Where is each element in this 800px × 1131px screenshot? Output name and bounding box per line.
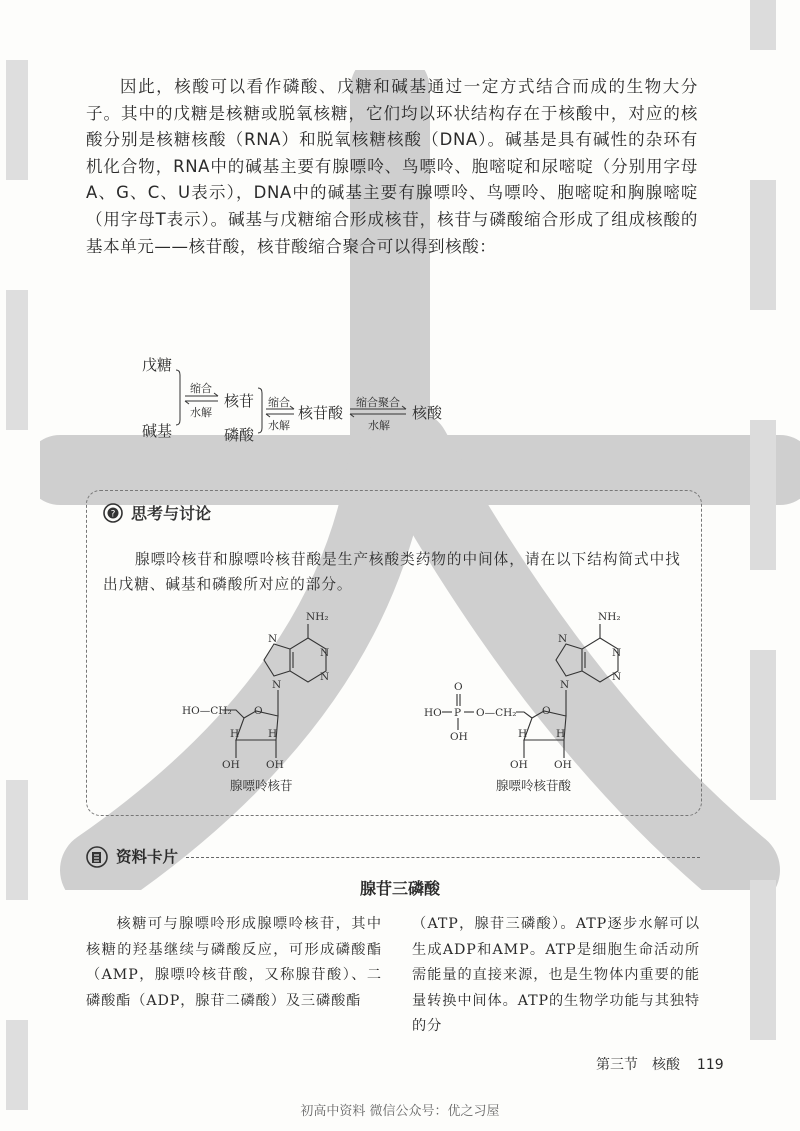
- mol1-n-3: N: [320, 671, 330, 683]
- mol2-o-ch2: O—CH₂: [476, 707, 517, 719]
- scheme-hydrolysis2-label: 水解: [268, 419, 290, 432]
- mol2-oh-2: OH: [554, 759, 572, 771]
- scheme-hydrolysis-label: 水解: [190, 406, 212, 419]
- molecule2-name: 腺嘌呤核苷酸: [496, 778, 572, 793]
- scheme-pentose: 戊糖: [142, 356, 173, 374]
- molecule1-name: 腺嘌呤核苷: [230, 778, 293, 793]
- info-card-left-text: 核糖可与腺嘌呤形成腺嘌呤核苷，其中核糖的羟基继续与磷酸反应，可形成磷酸酯（AMP，腺嘌呤核苷酸，又称腺苷酸）、二磷酸酯（ADP，腺苷二磷酸）及三磷酸酯: [86, 916, 382, 1009]
- mol2-n-7: N: [558, 633, 568, 645]
- mol1-h-2: H: [268, 728, 278, 740]
- reaction-scheme: [130, 350, 470, 450]
- question-bubble-icon: [103, 503, 123, 523]
- mol1-h-1: H: [230, 728, 240, 740]
- scheme-hydrolysis3-label: 水解: [368, 419, 390, 432]
- scheme-condense-polymerize-label: 缩合聚合: [356, 396, 400, 409]
- mol1-oh-2: OH: [266, 759, 284, 771]
- scheme-phosphate: 磷酸: [224, 426, 255, 444]
- mol2-h-2: H: [556, 728, 566, 740]
- info-card-header: [86, 842, 700, 872]
- mol1-oh-1: OH: [222, 759, 240, 771]
- mol2-ho: HO: [424, 707, 442, 719]
- think-discuss-title: 思考与讨论: [131, 504, 212, 523]
- mol2-oh-1: OH: [510, 759, 528, 771]
- scheme-nucleic-acid: 核酸: [412, 404, 443, 422]
- mol1-n-9: N: [272, 679, 282, 691]
- think-discuss-header: [103, 501, 211, 524]
- scheme-nucleotide: 核苷酸: [298, 404, 344, 422]
- adenosine-structure: [176, 608, 356, 773]
- footer-section: 第三节 核酸: [596, 1057, 680, 1073]
- scheme-arrows: [130, 350, 470, 450]
- mol1-n-7: N: [268, 633, 278, 645]
- scheme-condense2-label: 缩合: [268, 396, 290, 409]
- scheme-condense-label: 缩合: [190, 382, 212, 395]
- mol2-n-1: N: [612, 647, 622, 659]
- mol1-n-1: N: [320, 647, 330, 659]
- mol1-ho-ch2: HO—CH₂: [182, 705, 232, 717]
- scheme-nucleoside: 核苷: [224, 392, 255, 410]
- mol2-n-9: N: [560, 679, 570, 691]
- info-card-title: 资料卡片: [116, 848, 179, 866]
- think-discuss-text: [103, 547, 685, 597]
- amp-structure: [420, 608, 640, 773]
- mol2-n-3: N: [612, 671, 622, 683]
- scheme-base: 碱基: [142, 422, 173, 440]
- page-number: 119: [696, 1057, 724, 1073]
- document-card-icon: [86, 846, 108, 868]
- mol2-ring-o: O: [542, 705, 551, 717]
- edge-watermark: [0, 0, 40, 1131]
- mol2-nh2: NH₂: [598, 611, 621, 623]
- mol2-h-1: H: [518, 728, 528, 740]
- svg-text:?: ?: [110, 509, 116, 519]
- page-footer: [596, 1054, 724, 1074]
- bottom-watermark-note: 初高中资料 微信公众号：优之习屋: [300, 1104, 500, 1119]
- intro-paragraph-text: 因此，核酸可以看作磷酸、戊糖和碱基通过一定方式结合而成的生物大分子。其中的戊糖是核糖或脱氧核糖，它们均以环状结构存在于核酸中，对应的核酸分别是核糖核酸（RNA）和脱氧核糖核酸（DNA）。碱基是具有碱性的杂环有机化合物，RNA中的碱基主要有腺嘌呤、鸟嘌呤、胞嘧啶和尿嘧啶（分别用字母A、G、C、U表示），DNA中的碱基主要有腺嘌呤、鸟嘌呤、胞嘧啶和胸腺嘧啶（用字母T表示）。碱基与戊糖缩合形成核苷，核苷与磷酸缩合形成了组成核酸的基本单元——核苷酸，核苷酸缩合聚合可以得到核酸：: [86, 77, 698, 256]
- mol2-p-o-top: O: [454, 681, 463, 693]
- info-card-subtitle: 腺苷三磷酸: [359, 879, 440, 898]
- mol2-p-oh: OH: [450, 731, 468, 743]
- mol1-nh2: NH₂: [306, 611, 329, 623]
- info-card-divider: [186, 857, 700, 858]
- mol1-ring-o: O: [254, 705, 263, 717]
- edge-watermark: [730, 0, 800, 1131]
- mol2-p: P: [454, 707, 462, 719]
- info-card-right-column: （ATP，腺苷三磷酸）。ATP逐步水解可以生成ADP和AMP。ATP是细胞生命活动所需能量的直接来源，也是生物体内重要的能量转换中间体。ATP的生物学功能与其独特的分: [412, 916, 700, 1034]
- intro-paragraph: [86, 74, 698, 260]
- think-discuss-text-content: 腺嘌呤核苷和腺嘌呤核苷酸是生产核酸类药物的中间体，请在以下结构简式中找出戊糖、碱基和磷酸所对应的部分。: [103, 551, 681, 593]
- info-card-left-column: [86, 912, 382, 1014]
